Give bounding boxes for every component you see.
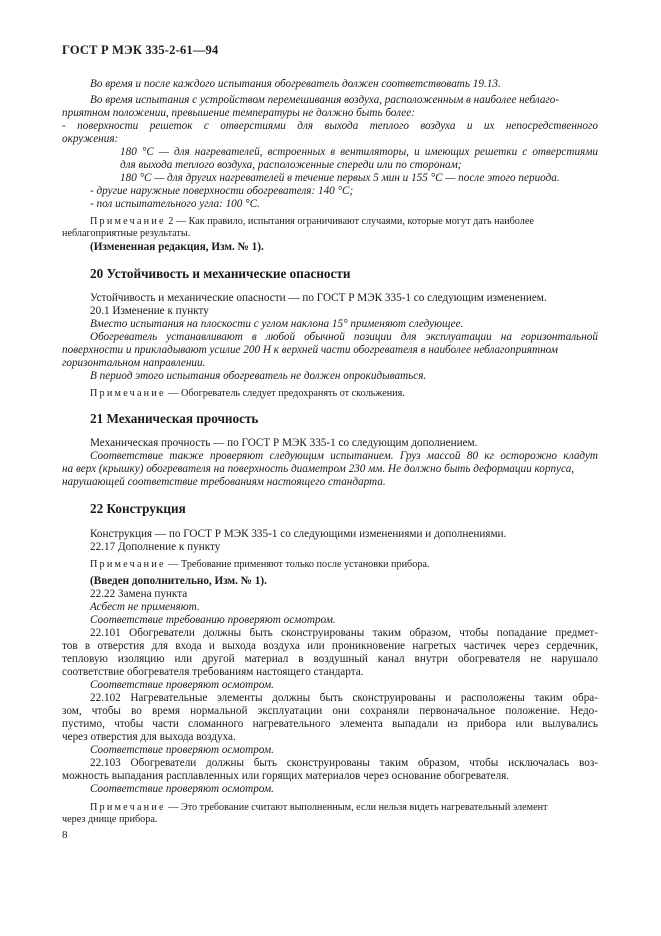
paragraph-line: поверхности и прикладывают усилие 200 Н к верхней части обогревателя в наиболее неблагоприятном: [62, 344, 558, 356]
paragraph-line: окружения:: [62, 133, 119, 145]
paragraph-line: 22.102 Нагревательные элементы должны быть сконструированы и расположены таким обра-: [90, 692, 598, 704]
note-line: неблагоприятные результаты.: [62, 228, 191, 239]
amendment-mark: (Введен дополнительно, Изм. № 1).: [90, 575, 267, 587]
note-text: — Обогреватель следует предохранять от скольжения.: [165, 388, 405, 399]
note-text: 2 — Как правило, испытания ограничивают случаями, которые могут дать наиболее: [165, 216, 534, 227]
paragraph-line: Соответствие проверяют осмотром.: [90, 783, 274, 795]
paragraph-line: тепловую изоляцию или другой материал в воздушный канал внутри обогревателя не нарушало: [62, 653, 598, 665]
paragraph-line: Во время испытания с устройством перемешивания воздуха, расположенным в наиболее неблаго-: [90, 94, 560, 106]
paragraph-line: Обогреватель устанавливают в любой обычной позиции для эксплуатации на горизонтальной: [90, 331, 598, 343]
paragraph-line: тов в отверстия для входа и выхода воздуха или проникновение нагретых частичек через сердечник,: [62, 640, 598, 652]
note-line: [90, 387, 598, 400]
paragraph-line: можность выпадания расплавленных или горящих материалов через основание обогревателя.: [62, 770, 510, 782]
paragraph-line: 22.17 Дополнение к пункту: [90, 541, 221, 553]
paragraph-line: нарушающей соответствие требованиям настоящего стандарта.: [62, 476, 386, 488]
paragraph-line: 22.101 Обогреватели должны быть сконструированы таким образом, чтобы попадание предмет-: [90, 627, 598, 639]
note-line: через днище прибора.: [62, 814, 158, 825]
note-label: Примечание: [90, 559, 166, 570]
amendment-mark: (Измененная редакция, Изм. № 1).: [90, 241, 264, 253]
note-line: [90, 558, 598, 571]
paragraph-line: Механическая прочность — по ГОСТ Р МЭК 335-1 со следующим дополнением.: [90, 437, 478, 449]
paragraph-line: Соответствие также проверяют следующим испытанием. Груз массой 80 кг осторожно кладут: [90, 450, 598, 462]
paragraph-line: 180 °С — для других нагревателей в течение первых 5 мин и 155 °С — после этого периода.: [120, 172, 560, 184]
paragraph-line: через отверстия для выхода воздуха.: [62, 731, 236, 743]
paragraph-line: горизонтальном направлении.: [62, 357, 206, 369]
note-text: — Требование применяют только после установки прибора.: [165, 559, 430, 570]
paragraph-line: 180 °С — для нагревателей, встроенных в вентиляторы, и имеющих решетки с отверстиями: [120, 146, 598, 158]
section-title: 22 Конструкция: [90, 501, 186, 516]
note-text: — Это требование считают выполненным, если нельзя видеть нагревательный элемент: [165, 802, 548, 813]
paragraph-line: Асбест не применяют.: [90, 601, 200, 613]
paragraph-line: приятном положении, превышение температуры не должно быть более:: [62, 107, 415, 119]
paragraph-line: Во время и после каждого испытания обогреватель должен соответствовать 19.13.: [90, 78, 501, 90]
paragraph-line: на верх (крышку) обогревателя на поверхность диаметром 230 мм. Не должно быть деформации корпуса,: [62, 463, 575, 475]
note-label: Примечание: [90, 802, 166, 813]
paragraph-line: В период этого испытания обогреватель не должен опрокидываться.: [90, 370, 427, 382]
paragraph-line: Соответствие проверяют осмотром.: [90, 744, 274, 756]
section-title: 20 Устойчивость и механические опасности: [90, 266, 351, 281]
paragraph-line: Устойчивость и механические опасности — по ГОСТ Р МЭК 335-1 со следующим изменением.: [90, 292, 547, 304]
note-label: Примечание: [90, 216, 166, 227]
paragraph-line: - другие наружные поверхности обогревателя: 140 °С;: [90, 185, 354, 197]
paragraph-line: Соответствие проверяют осмотром.: [90, 679, 274, 691]
paragraph-line: 20.1 Изменение к пункту: [90, 305, 209, 317]
paragraph-line: для выхода теплого воздуха, расположенные спереди или по сторонам;: [120, 159, 462, 171]
paragraph-line: зом, чтобы во время нормальной эксплуатации они сохраняли первоначальное положение. Недо-: [62, 705, 598, 717]
page-number: 8: [62, 829, 68, 841]
paragraph-line: Конструкция — по ГОСТ Р МЭК 335-1 со следующими изменениями и дополнениями.: [90, 528, 507, 540]
note-label: Примечание: [90, 388, 166, 399]
paragraph-line: 22.22 Замена пункта: [90, 588, 188, 600]
standard-header: ГОСТ Р МЭК 335-2-61—94: [62, 43, 219, 57]
paragraph-line: пустимо, чтобы части сломанного нагревательного элемента выпадали из прибора или вылувались: [62, 718, 598, 730]
paragraph-line: соответствие обогревателя требованиям настоящего стандарта.: [62, 666, 364, 678]
paragraph-line: 22.103 Обогреватели должны быть сконструированы таким образом, чтобы исключалась воз-: [90, 757, 598, 769]
paragraph-line: Соответствие требованию проверяют осмотром.: [90, 614, 336, 626]
paragraph-line: - пол испытательного угла: 100 °С.: [90, 198, 260, 210]
paragraph-line: - поверхности решеток с отверстиями для выхода теплого воздуха и их непосредственного: [62, 120, 598, 132]
paragraph-line: Вместо испытания на плоскости с углом наклона 15° применяют следующее.: [90, 318, 464, 330]
section-title: 21 Механическая прочность: [90, 411, 259, 426]
